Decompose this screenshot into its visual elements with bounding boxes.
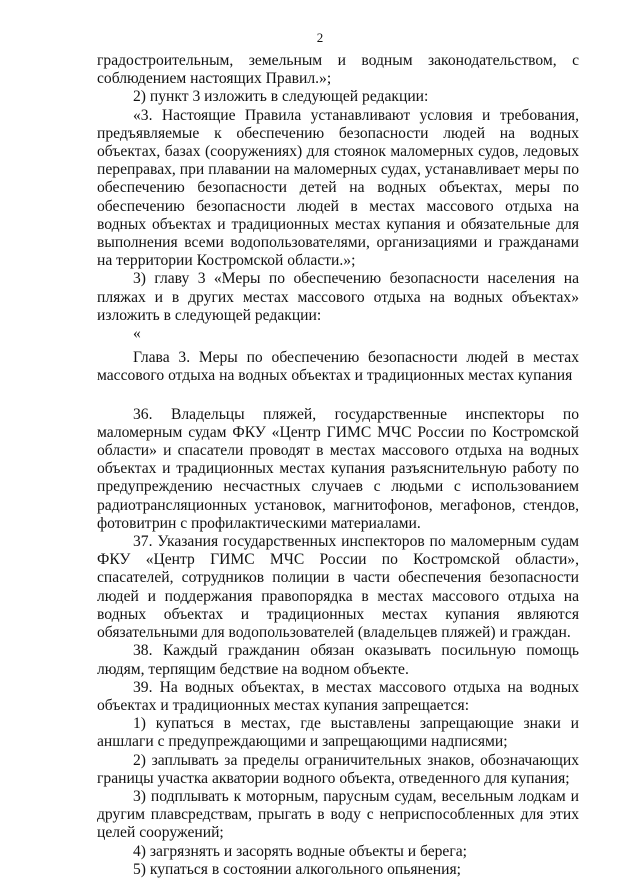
page-number: 2 bbox=[316, 30, 324, 45]
paragraph-item-3: 3) главу 3 «Меры по обеспечению безопасности населения на пляжах и в других местах массового отдыха на водных объектах» изложить в следующей редакции: bbox=[97, 270, 579, 324]
list-item-3: 3) подплывать к моторным, парусным судам, весельным лодкам и другим плавсредствам, прыгать в воду с неприспособленных для этих целей сооружений; bbox=[97, 787, 579, 842]
list-item-4: 4) загрязнять и засорять водные объекты и берега; bbox=[133, 842, 468, 860]
list-item-5: 5) купаться в состоянии алкогольного опьянения; bbox=[133, 860, 461, 878]
paragraph-39: 39. На водных объектах, в местах массового отдыха на водных объектах и традиционных местах купания запрещается: bbox=[97, 678, 579, 714]
paragraph-item-2: 2) пункт 3 изложить в следующей редакции: bbox=[133, 88, 429, 106]
paragraph-36: 36. Владельцы пляжей, государственные инспекторы по маломерным судам ФКУ «Центр ГИМС МЧС России по Костромской области» и спасатели проводят в местах массового отдыха на водных объектах и традиционных местах купания разъяснительную работу по предупреждению несчастных случаев с людьми с использованием радиотрансляционных установок, магнитофонов, мегафонов, стендов, фотовитрин с профилактическими материалами. bbox=[97, 405, 579, 532]
list-item-2: 2) заплывать за пределы ограничительных знаков, обозначающих границы участка акватории водного объекта, отведенного для купания; bbox=[97, 751, 579, 787]
list-item-1: 1) купаться в местах, где выставлены запрещающие знаки и аншлаги с предупреждающими и запрещающими надписями; bbox=[97, 715, 579, 751]
paragraph-38: 38. Каждый гражданин обязан оказывать посильную помощь людям, терпящим бедствие на водном объекте. bbox=[97, 642, 579, 678]
paragraph-continuation: градостроительным, земельным и водным законодательством, с соблюдением настоящих Правил.»; bbox=[97, 52, 579, 88]
opening-quote-mark: « bbox=[133, 325, 141, 343]
paragraph-37: 37. Указания государственных инспекторов по маломерным судам ФКУ «Центр ГИМС МЧС России по Костромской области», спасателей, сотрудников полиции в части обеспечения безопасности людей и поддержания правопорядка в местах массового отдыха на водных объектах и традиционных местах купания являются обязательными для водопользователей (владельцев пляжей) и граждан. bbox=[97, 533, 579, 642]
chapter-heading: Глава 3. Меры по обеспечению безопасности людей в местах массового отдыха на водных объектах и традиционных местах купания bbox=[97, 349, 579, 385]
paragraph-clause-3: «3. Настоящие Правила устанавливают условия и требования, предъявляемые к обеспечению безопасности людей на водных объектах, базах (сооружениях) для стоянок маломерных судов, ледовых переправах, при плавании на маломерных судах, устанавливает меры по обеспечению безопасности детей на водных объектах, меры по обеспечению безопасности людей в местах массового отдыха на водных объектах и традиционных местах купания и обязательные для выполнения всеми водопользователями, организациями и гражданами на территории Костромской области.»; bbox=[97, 106, 579, 270]
document-body bbox=[97, 52, 579, 879]
